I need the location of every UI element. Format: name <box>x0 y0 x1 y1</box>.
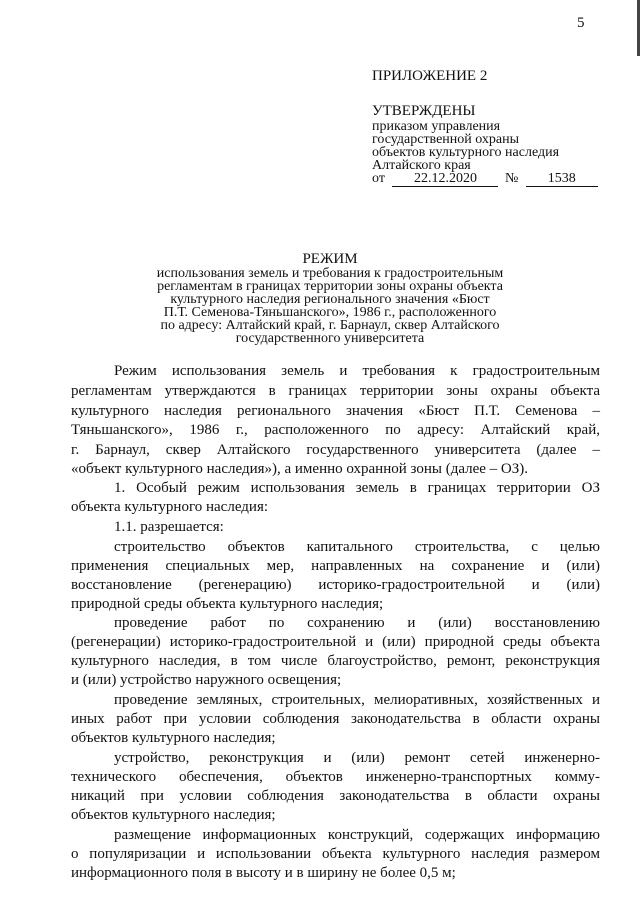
document-title: РЕЖИМ <box>302 251 358 267</box>
order-date-line <box>372 172 598 187</box>
body-line-16: культурного наследия, в том числе благоустройство, ремонт, реконструкция <box>71 653 600 669</box>
order-line-1: приказом управления <box>372 119 501 134</box>
body-line-14: проведение работ по сохранению и (или) восстановлению <box>114 615 600 631</box>
subtitle-line-1: использования земель и требования к градостроительным <box>156 266 504 281</box>
order-number: 1538 <box>526 172 598 187</box>
body-line-4: Тяньшанского», 1986 г., расположенного по адресу: Алтайский край, <box>71 422 600 438</box>
body-line-22: технического обеспечения, объектов инженерно-транспортных комму- <box>71 769 600 785</box>
body-line-17: и (или) устройство наружного освещения; <box>71 672 342 688</box>
body-line-12: восстановление (регенерацию) историко-градостроительной и (или) <box>71 577 600 593</box>
subtitle-line-3: культурного наследия регионального значения «Бюст <box>170 292 490 307</box>
body-line-6: «объект культурного наследия»), а именно охранной зоны (далее – ОЗ). <box>71 461 529 477</box>
body-line-15: (регенерации) историко-градостроительной и (или) природной среды объекта <box>71 634 600 650</box>
body-line-23: никаций при условии соблюдения законодательства в области охраны <box>71 788 600 804</box>
body-line-18: проведение земляных, строительных, мелиоративных, хозяйственных и <box>114 692 600 708</box>
subtitle-line-5: по адресу: Алтайский край, г. Барнаул, сквер Алтайского <box>160 318 500 333</box>
body-line-24: объектов культурного наследия; <box>71 807 276 823</box>
order-line-4: Алтайского края <box>372 158 471 173</box>
appendix-label: ПРИЛОЖЕНИЕ 2 <box>372 68 488 84</box>
order-line-3: объектов культурного наследия <box>372 145 560 160</box>
approved-label: УТВЕРЖДЕНЫ <box>372 103 476 119</box>
body-line-26: о популяризации и использовании объекта культурного наследия размером <box>71 846 600 862</box>
order-from-label: от <box>372 171 385 186</box>
body-line-21: устройство, реконструкция и (или) ремонт сетей инженерно- <box>114 750 600 766</box>
subtitle-line-4: П.Т. Семенова-Тяньшанского», 1986 г., расположенного <box>163 305 497 320</box>
body-line-9: 1.1. разрешается: <box>114 519 224 535</box>
body-line-3: культурного наследия регионального значения «Бюст П.Т. Семенова – <box>71 403 600 419</box>
page-number: 5 <box>577 15 585 31</box>
body-line-20: объектов культурного наследия; <box>71 730 276 746</box>
order-date: 22.12.2020 <box>392 172 498 187</box>
body-line-25: размещение информационных конструкций, содержащих информацию <box>114 827 600 843</box>
body-line-11: применения специальных мер, направленных на сохранение и (или) <box>71 558 600 574</box>
body-line-7: 1. Особый режим использования земель в границах территории ОЗ <box>114 480 600 496</box>
body-line-1: Режим использования земель и требования к градостроительным <box>114 363 600 379</box>
body-line-19: иных работ при условии соблюдения законодательства в области охраны <box>71 711 600 727</box>
body-line-2: регламентам утверждаются в границах территории зоны охраны объекта <box>71 383 600 399</box>
order-no-label: № <box>504 171 519 186</box>
subtitle-line-2: регламентам в границах территории зоны охраны объекта <box>157 279 503 294</box>
body-line-27: информационного поля в высоту и в ширину не более 0,5 м; <box>71 865 456 881</box>
body-line-5: г. Барнаул, сквер Алтайского государственного университета (далее – <box>71 442 600 458</box>
body-line-10: строительство объектов капитального строительства, с целью <box>114 539 600 555</box>
body-line-13: природной среды объекта культурного наследия; <box>71 596 384 612</box>
body-line-8: объекта культурного наследия: <box>71 499 269 515</box>
subtitle-line-6: государственного университета <box>235 331 425 346</box>
order-line-2: государственной охраны <box>372 132 520 147</box>
